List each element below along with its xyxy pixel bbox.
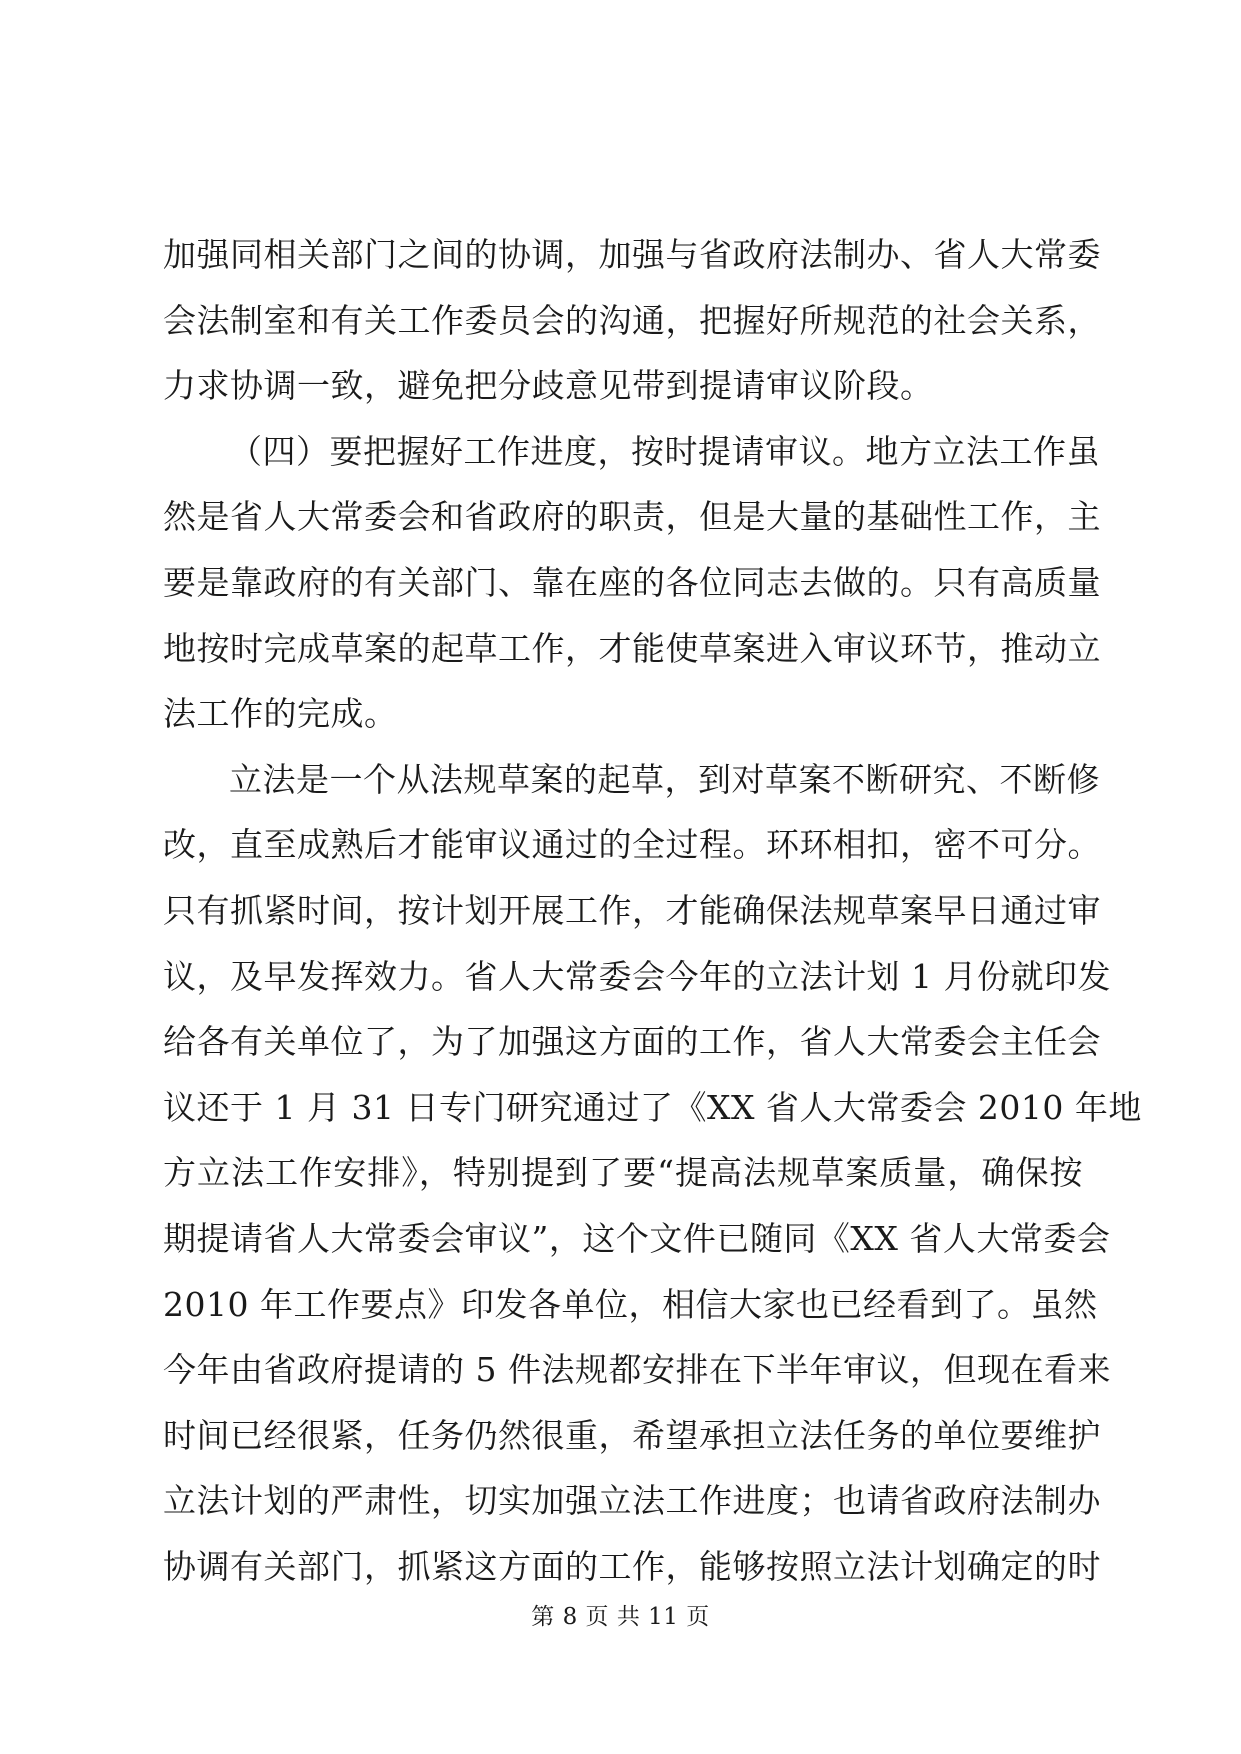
text-line: 议还于 1 月 31 日专门研究通过了《XX 省人大常委会 2010 年地 [163, 1087, 1142, 1127]
text-line: （四）要把握好工作进度，按时提请审议。地方立法工作虽 [229, 431, 1100, 471]
text-line: 加强同相关部门之间的协调，加强与省政府法制办、省人大常委 [163, 235, 1101, 274]
text-line: 改，直至成熟后才能审议通过的全过程。环环相扣，密不可分。 [163, 825, 1101, 865]
text-line: 地按时完成草案的起草工作，才能使草案进入审议环节，推动立 [163, 628, 1101, 668]
text-line: 给各有关单位了，为了加强这方面的工作，省人大常委会主任会 [163, 1022, 1101, 1062]
text-line: 时间已经很紧，任务仍然很重，希望承担立法任务的单位要维护 [163, 1415, 1101, 1455]
text-line: 期提请省人大常委会审议”，这个文件已随同《XX 省人大常委会 [163, 1218, 1111, 1258]
page-footer: 第 8 页 共 11 页 [531, 1604, 710, 1630]
text-line: 力求协调一致，避免把分歧意见带到提请审议阶段。 [163, 366, 934, 406]
text-line: 今年由省政府提请的 5 件法规都安排在下半年审议，但现在看来 [163, 1350, 1111, 1390]
body-text [163, 222, 1142, 1599]
text-line: 法工作的完成。 [163, 694, 398, 734]
text-line: 立法计划的严肃性，切实加强立法工作进度；也请省政府法制办 [163, 1481, 1101, 1521]
text-line: 协调有关部门，抓紧这方面的工作，能够按照立法计划确定的时 [163, 1546, 1101, 1586]
text-line: 会法制室和有关工作委员会的沟通，把握好所规范的社会关系， [163, 300, 1101, 340]
text-line: 然是省人大常委会和省政府的职责，但是大量的基础性工作，主 [163, 497, 1101, 537]
text-line: 立法是一个从法规草案的起草，到对草案不断研究、不断修 [229, 759, 1100, 799]
text-line: 2010 年工作要点》印发各单位，相信大家也已经看到了。虽然 [163, 1284, 1098, 1324]
text-line: 只有抓紧时间，按计划开展工作，才能确保法规草案早日通过审 [163, 890, 1101, 930]
text-line: 要是靠政府的有关部门、靠在座的各位同志去做的。只有高质量 [163, 562, 1101, 602]
text-line: 方立法工作安排》，特别提到了要“提高法规草案质量，确保按 [163, 1153, 1083, 1193]
text-line: 议，及早发挥效力。省人大常委会今年的立法计划 1 月份就印发 [163, 956, 1111, 996]
